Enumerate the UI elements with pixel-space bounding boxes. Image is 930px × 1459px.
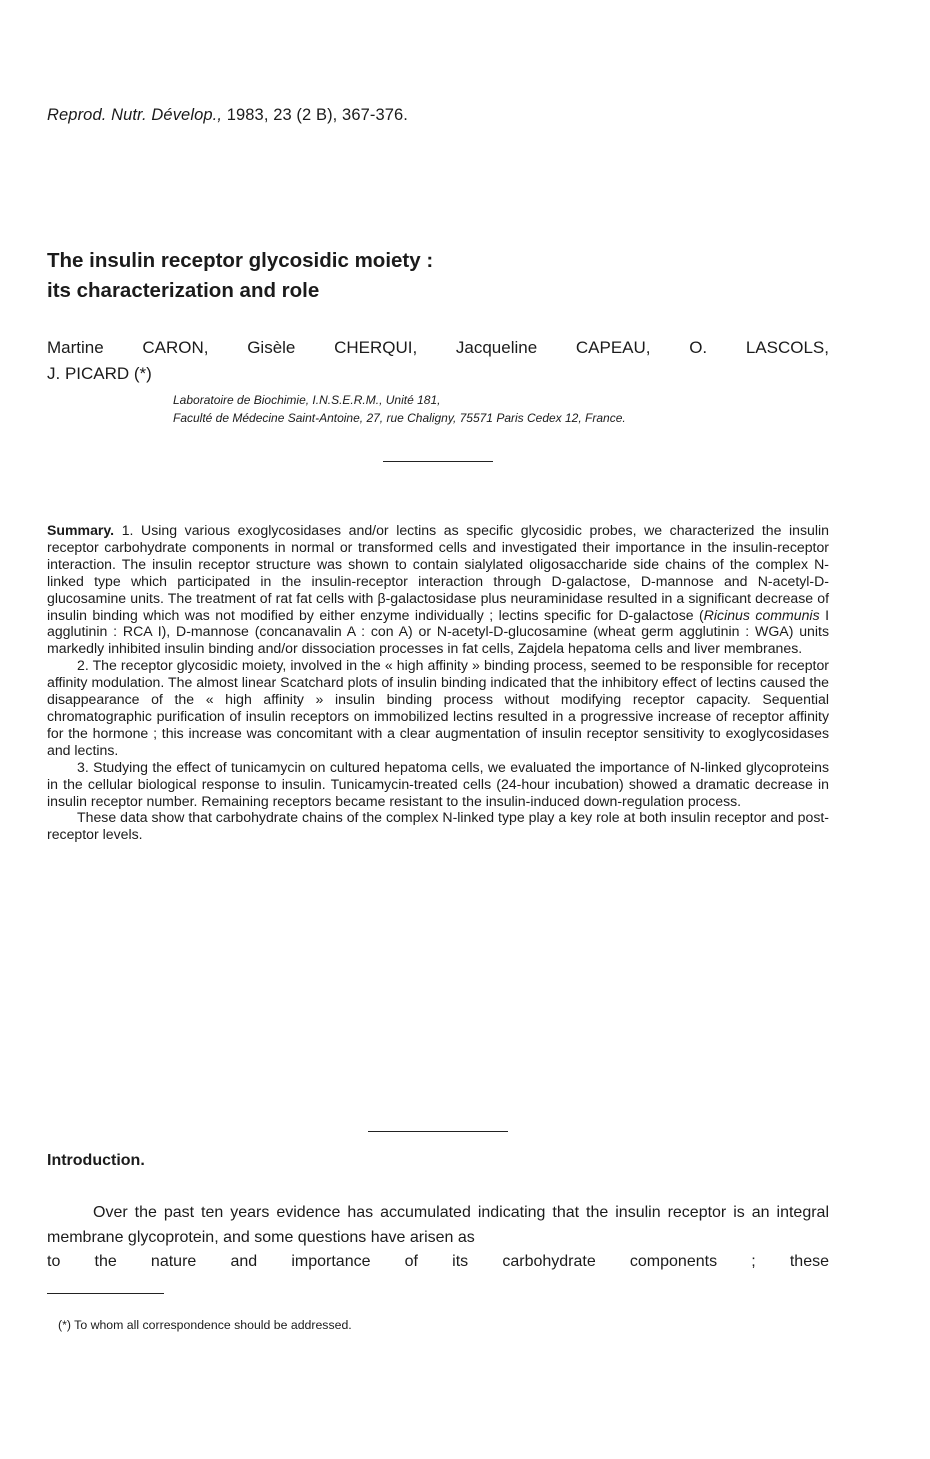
authors-line-1: Martine CARON, Gisèle CHERQUI, Jacqueline CAPEAU, O. LASCOLS, bbox=[47, 338, 829, 357]
summary-p1-after: I agglutinin : RCA I), D-mannose (concanavalin A : con A) or N-acetyl-D-glucosamine (wheat germ agglutinin : WGA) units markedly inhibited insulin binding and/or dissociation processes in fat cells, Zajdela hepatoma cells and liver membranes. bbox=[47, 606, 829, 657]
affiliation bbox=[173, 391, 873, 427]
summary-separator-rule bbox=[368, 1131, 508, 1132]
summary-paragraph-2: 2. The receptor glycosidic moiety, involved in the « high affinity » binding process, seemed to be responsible for receptor affinity modulation. The almost linear Scatchard plots of insulin binding indicated that the inhibitory effect of lectins caused the disappearance of the « high affinity » insulin binding process without modifying receptor capacity. Sequential chromatographic purification of insulin receptors on immobilized lectins resulted in a progressive increase of receptor affinity for the hormone ; this increase was concomitant with a clear augmentation of insulin receptor sensitivity to exoglycosidases and lectins. bbox=[47, 657, 829, 758]
summary-label: Summary. bbox=[47, 522, 115, 538]
footnote: (*) To whom all correspondence should be addressed. bbox=[58, 1318, 352, 1332]
introduction-heading: Introduction. bbox=[47, 1152, 145, 1169]
journal-citation bbox=[47, 106, 408, 125]
summary-paragraph-4: These data show that carbohydrate chains of the complex N-linked type play a key role at both insulin receptor and post-receptor levels. bbox=[47, 809, 829, 843]
summary-p1-italic: Ricinus communis bbox=[703, 606, 820, 623]
journal-name: Reprod. Nutr. Dévelop., bbox=[47, 106, 223, 124]
paper-title bbox=[47, 246, 847, 306]
affiliation-line-1: Laboratoire de Biochimie, I.N.S.E.R.M., Unité 181, bbox=[173, 393, 441, 407]
title-separator-rule bbox=[383, 461, 493, 462]
authors-line-2: J. PICARD (*) bbox=[47, 364, 152, 383]
footnote-rule bbox=[47, 1293, 164, 1294]
journal-details: 1983, 23 (2 B), 367-376. bbox=[226, 106, 408, 124]
introduction-text-last-line: to the nature and importance of its carbohydrate components ; these bbox=[47, 1253, 829, 1270]
introduction-paragraph bbox=[47, 1201, 829, 1275]
introduction-text: Over the past ten years evidence has accumulated indicating that the insulin receptor is an integral membrane glycoprotein, and some questions have arisen as bbox=[47, 1204, 829, 1246]
summary-paragraph-3: 3. Studying the effect of tunicamycin on cultured hepatoma cells, we evaluated the importance of N-linked glycoproteins in the cellular biological response to insulin. Tunicamycin-treated cells (24-hour incubation) showed a dramatic decrease in insulin receptor number. Remaining receptors became resistant to the insulin-induced down-regulation process. bbox=[47, 758, 829, 809]
summary-paragraph-1 bbox=[47, 522, 829, 657]
summary-section bbox=[47, 522, 829, 843]
title-line-1: The insulin receptor glycosidic moiety : bbox=[47, 249, 434, 272]
summary-p1-before: 1. Using various exoglycosidases and/or lectins as specific glycosidic probes, we characterized the insulin receptor carbohydrate components in normal or transformed cells and investigated their importance in the insulin-receptor interaction. The insulin receptor structure was shown to contain sialylated oligosaccharide side chains of the complex N-linked type which participated in the insulin-receptor interaction through D-galactose, D-mannose and N-acetyl-D-glucosamine units. The treatment of rat fat cells with β-galactosidase plus neuraminidase resulted in a significant decrease of insulin binding which was not modified by either enzyme individually ; lectins specific for D-galactose ( bbox=[47, 522, 829, 623]
title-line-2: its characterization and role bbox=[47, 279, 320, 302]
affiliation-line-2: Faculté de Médecine Saint-Antoine, 27, rue Chaligny, 75571 Paris Cedex 12, France. bbox=[173, 411, 626, 425]
author-list bbox=[47, 335, 829, 387]
